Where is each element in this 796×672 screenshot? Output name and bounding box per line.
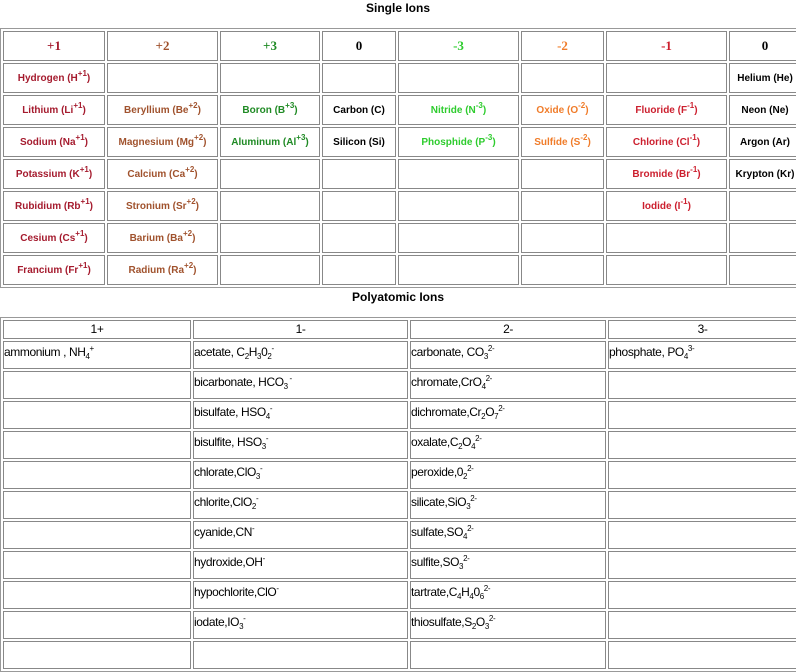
charge-superscript: -1 [690, 164, 698, 174]
table-row [3, 521, 796, 549]
table-row [3, 461, 796, 489]
charge-superscript: +2 [186, 196, 196, 206]
charge-superscript: 2- [470, 494, 477, 503]
ion-cell: chlorite,ClO$_2$- [193, 491, 408, 519]
subscript: 3 [239, 622, 244, 631]
column-header: +3 [220, 31, 320, 61]
ion-cell [220, 191, 320, 221]
ion-cell [3, 611, 191, 639]
charge-superscript: +1 [75, 228, 85, 238]
subscript: 4 [265, 412, 270, 421]
polyatomic-ions-title: Polyatomic Ions [351, 290, 445, 304]
ion-cell: $peroxide,0_2^{2-}$ [410, 461, 606, 489]
ion-cell [398, 191, 519, 221]
charge-superscript: -2 [580, 132, 588, 142]
table-row [3, 223, 796, 253]
ion-cell: Hydrogen $(H^{+1})$ [3, 63, 105, 93]
subscript: 3 [283, 382, 288, 391]
subscript: 2 [481, 412, 486, 421]
ion-cell [398, 159, 519, 189]
ion-cell: hydroxide,OH- [193, 551, 408, 579]
ion-cell: bisulfate, $HSO_4^-$ [193, 401, 408, 429]
ion-cell [3, 491, 191, 519]
ion-cell: Bromide $(Br^{-1})$ [606, 159, 727, 189]
table-row [3, 95, 796, 125]
subscript: 2 [244, 352, 249, 361]
ion-cell [521, 63, 604, 93]
ion-cell: Phosphide $(P^{-3})$ [398, 127, 519, 157]
charge-superscript: +2 [185, 164, 195, 174]
single-ions-table [0, 28, 796, 288]
charge-superscript: - [262, 554, 265, 563]
ion-cell [220, 63, 320, 93]
ion-cell [729, 191, 796, 221]
charge-superscript: 2- [475, 434, 482, 443]
charge-superscript: +2 [184, 260, 194, 270]
charge-superscript: +1 [80, 196, 90, 206]
ion-cell [3, 401, 191, 429]
ion-cell [322, 63, 396, 93]
ion-cell: hypochlorite,ClO- [193, 581, 408, 609]
ion-cell: Aluminum $(Al^{+3})$ [220, 127, 320, 157]
table-row [3, 127, 796, 157]
charge-superscript: - [276, 584, 279, 593]
ion-cell [608, 371, 796, 399]
subscript: 3 [257, 352, 262, 361]
column-header: -1 [606, 31, 727, 61]
ion-cell: Potassium $(K^{+1})$ [3, 159, 105, 189]
ion-cell [729, 223, 796, 253]
subscript: 3 [255, 472, 260, 481]
charge-superscript: 2- [467, 524, 474, 533]
ion-cell: Neon (Ne) [729, 95, 796, 125]
charge-superscript: + [89, 344, 94, 353]
subscript: 4 [481, 382, 486, 391]
ion-cell: bisulfite, $HSO_3^-$ [193, 431, 408, 459]
ion-cell [608, 581, 796, 609]
ion-cell [608, 401, 796, 429]
subscript: 4 [471, 442, 476, 451]
ion-cell: $tartrate,C_4H_40_6^{2-}$ [410, 581, 606, 609]
charge-superscript: -2 [578, 100, 586, 110]
ion-cell [729, 255, 796, 285]
ion-cell [608, 611, 796, 639]
subscript: 7 [494, 412, 499, 421]
ion-cell [521, 223, 604, 253]
ion-cell [220, 159, 320, 189]
ion-cell [398, 63, 519, 93]
subscript: 2 [471, 622, 476, 631]
table-row [3, 581, 796, 609]
ion-cell: $dichromate,Cr_2O_7^{2-}$ [410, 401, 606, 429]
ion-cell [220, 255, 320, 285]
ion-cell: phosphate, $PO_4^{3-}$ [608, 341, 796, 369]
polyatomic-ions-table [0, 317, 796, 672]
charge-superscript: 2- [483, 584, 491, 593]
ion-cell: $thiosulfate,S_2O_3^{2-}$ [410, 611, 606, 639]
column-header: +2 [107, 31, 218, 61]
subscript: 3 [484, 622, 489, 631]
ion-cell [606, 63, 727, 93]
column-header: 1- [193, 320, 408, 339]
subscript: 3 [261, 442, 266, 451]
ion-cell [608, 551, 796, 579]
ion-cell [220, 223, 320, 253]
ion-cell [398, 255, 519, 285]
ion-cell: Sodium $(Na^{+1})$ [3, 127, 105, 157]
ion-cell: chlorate,ClO$_3$- [193, 461, 408, 489]
subscript: 4 [469, 592, 474, 601]
ion-cell: Helium (He) [729, 63, 796, 93]
charge-superscript: - [287, 374, 292, 383]
ion-cell [3, 461, 191, 489]
charge-superscript: - [271, 344, 274, 353]
ion-cell [193, 641, 408, 669]
ion-cell [521, 255, 604, 285]
ion-cell: bicarbonate, $HCO_3$ - [193, 371, 408, 399]
charge-superscript: -1 [689, 132, 697, 142]
ion-cell [3, 521, 191, 549]
ion-cell: carbonate, $CO_3^{2-}$ [410, 341, 606, 369]
ion-cell [608, 491, 796, 519]
column-header: 0 [322, 31, 396, 61]
subscript: 4 [85, 352, 90, 361]
table-row [3, 491, 796, 519]
ion-cell [322, 159, 396, 189]
ion-cell: silicate,SiO$_3^{2-}$ [410, 491, 606, 519]
charge-superscript: +3 [285, 100, 295, 110]
ion-cell [521, 191, 604, 221]
column-header: 1+ [3, 320, 191, 339]
subscript: 4 [457, 592, 462, 601]
ion-cell [3, 431, 191, 459]
charge-superscript: - [252, 524, 255, 533]
charge-superscript: +1 [79, 164, 89, 174]
charge-superscript: +2 [182, 228, 193, 238]
subscript: 2 [251, 502, 256, 511]
column-header: 2- [410, 320, 606, 339]
ion-cell [606, 223, 727, 253]
subscript: 2 [267, 352, 272, 361]
charge-superscript: +2 [188, 100, 198, 110]
charge-superscript: - [243, 614, 246, 623]
ion-cell [608, 641, 796, 669]
single-ions-title: Single Ions [365, 1, 430, 15]
charge-superscript: - [265, 434, 269, 443]
ion-cell [322, 191, 396, 221]
ion-cell: Krypton (Kr) [729, 159, 796, 189]
charge-superscript: +2 [194, 132, 204, 142]
ion-cell [322, 255, 396, 285]
ion-cell: $iodate,IO_3^-$ [193, 611, 408, 639]
charge-superscript: -3 [475, 100, 483, 110]
ion-cell: Iodide $(I^{-1})$ [606, 191, 727, 221]
ion-cell [398, 223, 519, 253]
ion-cell [608, 521, 796, 549]
charge-superscript: -1 [687, 100, 695, 110]
column-header: -2 [521, 31, 604, 61]
charge-superscript: - [255, 494, 259, 503]
ion-cell: $oxalate,C_2O_4^{2-}$ [410, 431, 606, 459]
ion-cell: Calcium $(Ca^{+2})$ [107, 159, 218, 189]
table-row [3, 63, 796, 93]
column-header: 3- [608, 320, 796, 339]
ion-cell [107, 63, 218, 93]
ion-cell: ammonium , $NH_4^+$ [3, 341, 191, 369]
ion-cell [606, 255, 727, 285]
charge-superscript: 2- [488, 614, 496, 623]
column-header: 0 [729, 31, 796, 61]
ion-cell: Argon (Ar) [729, 127, 796, 157]
charge-superscript: +1 [75, 132, 85, 142]
ion-cell: cyanide,CN- [193, 521, 408, 549]
subscript: 4 [463, 532, 468, 541]
subscript: 4 [683, 352, 688, 361]
charge-superscript: - [259, 464, 263, 473]
charge-superscript: 3- [687, 344, 695, 353]
ion-cell: Rubidium $(Rb^{+1})$ [3, 191, 105, 221]
ion-cell: chromate,CrO$_4^{2-}$ [410, 371, 606, 399]
ion-cell [608, 431, 796, 459]
table-row [3, 611, 796, 639]
ion-cell: Nitride $(N^{-3})$ [398, 95, 519, 125]
subscript: 2 [463, 472, 468, 481]
ion-cell: Radium $(Ra^{+2})$ [107, 255, 218, 285]
ion-cell: Boron $(B^{+3})$ [220, 95, 320, 125]
ion-cell: $sulfate,SO_4^{2-}$ [410, 521, 606, 549]
ion-cell: Sulfide $(S^{-2})$ [521, 127, 604, 157]
table-row [3, 401, 796, 429]
header-row [3, 320, 796, 339]
charge-superscript: 2- [463, 554, 470, 563]
ion-cell [521, 159, 604, 189]
table-row [3, 431, 796, 459]
subscript: 3 [483, 352, 488, 361]
charge-superscript: +1 [77, 68, 87, 78]
ion-cell [410, 641, 606, 669]
ion-cell [322, 223, 396, 253]
table-row [3, 191, 796, 221]
ion-cell: Carbon (C) [322, 95, 396, 125]
ion-cell: Beryllium $(Be^{+2})$ [107, 95, 218, 125]
table-row [3, 341, 796, 369]
ion-cell: Chlorine $(Cl^{-1})$ [606, 127, 727, 157]
ion-cell [608, 461, 796, 489]
charge-superscript: -3 [485, 132, 493, 142]
column-header: -3 [398, 31, 519, 61]
ion-cell [3, 581, 191, 609]
subscript: 3 [459, 562, 464, 571]
charge-superscript: +3 [296, 132, 306, 142]
table-row [3, 255, 796, 285]
ion-cell: Silicon (Si) [322, 127, 396, 157]
charge-superscript: +1 [78, 260, 88, 270]
charge-superscript: 2- [487, 344, 495, 353]
ion-cell [3, 371, 191, 399]
ion-cell: Stronium $(Sr^{+2})$ [107, 191, 218, 221]
table-row [3, 551, 796, 579]
subscript: 6 [479, 592, 484, 601]
charge-superscript: 2- [498, 404, 505, 413]
charge-superscript: 2- [485, 374, 492, 383]
ion-cell [3, 641, 191, 669]
charge-superscript: +1 [73, 100, 83, 110]
charge-superscript: 2- [467, 464, 474, 473]
table-row [3, 159, 796, 189]
table-row [3, 371, 796, 399]
ion-cell: Barium $(Ba^{+2})$ [107, 223, 218, 253]
header-row [3, 31, 796, 61]
table-row [3, 641, 796, 669]
subscript: 3 [466, 502, 471, 511]
ion-cell: Cesium $(Cs^{+1})$ [3, 223, 105, 253]
ion-cell: Lithium $(Li^{+1})$ [3, 95, 105, 125]
column-header: +1 [3, 31, 105, 61]
ion-cell [3, 551, 191, 579]
charge-superscript: - [269, 404, 273, 413]
subscript: 2 [458, 442, 463, 451]
ion-cell: acetate, $C_2H_30_2^-$ [193, 341, 408, 369]
ion-cell: Francium $(Fr^{+1})$ [3, 255, 105, 285]
ion-cell: $sulfite,SO_3^{2-}$ [410, 551, 606, 579]
ion-cell: Fluoride $(F^{-1})$ [606, 95, 727, 125]
charge-superscript: -1 [680, 196, 688, 206]
ion-cell: Magnesium $(Mg^{+2})$ [107, 127, 218, 157]
ion-cell: Oxide $(O^{-2})$ [521, 95, 604, 125]
